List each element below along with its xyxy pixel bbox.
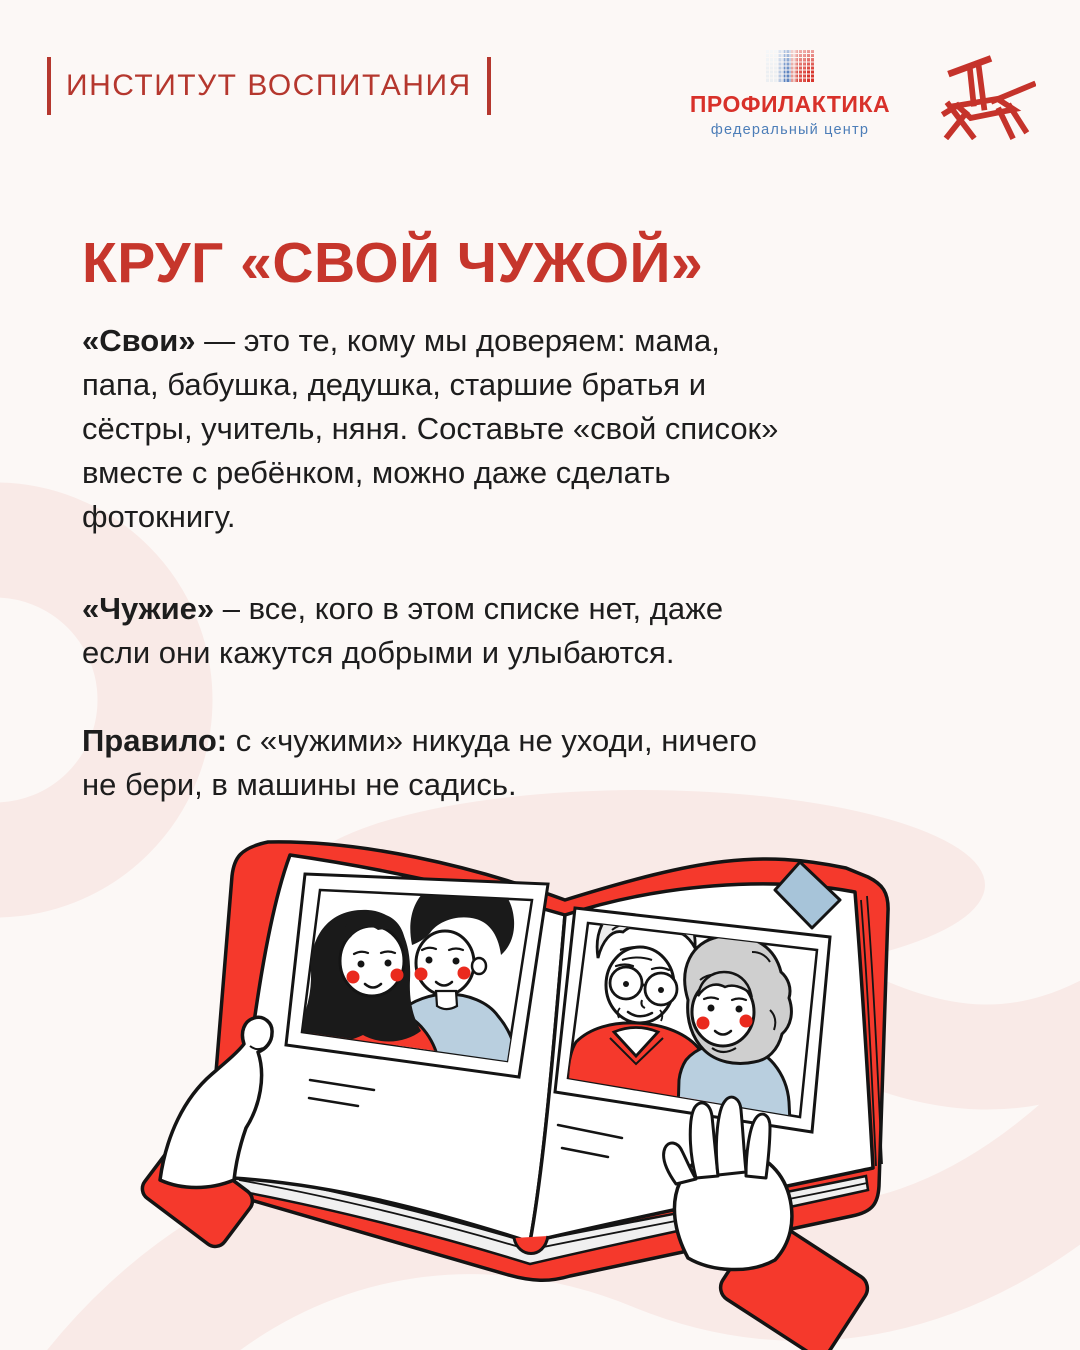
photo-grandparents xyxy=(555,900,830,1132)
paragraph-pravilo-lead: Правило: xyxy=(82,723,228,758)
profilaktika-logo xyxy=(678,50,902,138)
paragraph-chuzhie xyxy=(82,587,782,675)
logo-right-bar xyxy=(487,57,491,115)
institute-logo-text: ИНСТИТУТ ВОСПИТАНИЯ xyxy=(66,69,472,102)
paragraph-svoi-text: — это те, кому мы доверяем: мама, папа, бабушка, дедушка, старшие братья и сёстры, учитель, няня. Составьте «свой список» вместе с ребёнком, можно даже сделать фотокнигу. xyxy=(82,323,779,534)
paragraph-chuzhie-lead: «Чужие» xyxy=(82,591,215,626)
page-title: КРУГ «СВОЙ ЧУЖОЙ» xyxy=(82,231,704,296)
photo-book-illustration-main xyxy=(0,780,1080,1350)
profilaktika-logo-subtitle: федеральный центр xyxy=(710,122,870,138)
paragraph-svoi-lead: «Свои» xyxy=(82,323,196,358)
institute-vospitaniya-logo xyxy=(47,57,491,115)
paragraph-svoi xyxy=(82,319,782,539)
logo-left-bar xyxy=(47,57,51,115)
paragraph-pravilo-text: с «чужими» никуда не уходи, ничего не бери, в машины не садись. xyxy=(82,723,757,802)
profilaktika-logo-title: ПРОФИЛАКТИКА xyxy=(689,91,891,117)
paragraph-pravilo xyxy=(82,719,782,807)
chair-line-icon xyxy=(936,50,1036,140)
photo-couple xyxy=(286,874,548,1080)
paragraph-chuzhie-text: – все, кого в этом списке нет, даже если они кажутся добрыми и улыбаются. xyxy=(82,591,724,670)
mosaic-grid-icon xyxy=(766,50,814,82)
